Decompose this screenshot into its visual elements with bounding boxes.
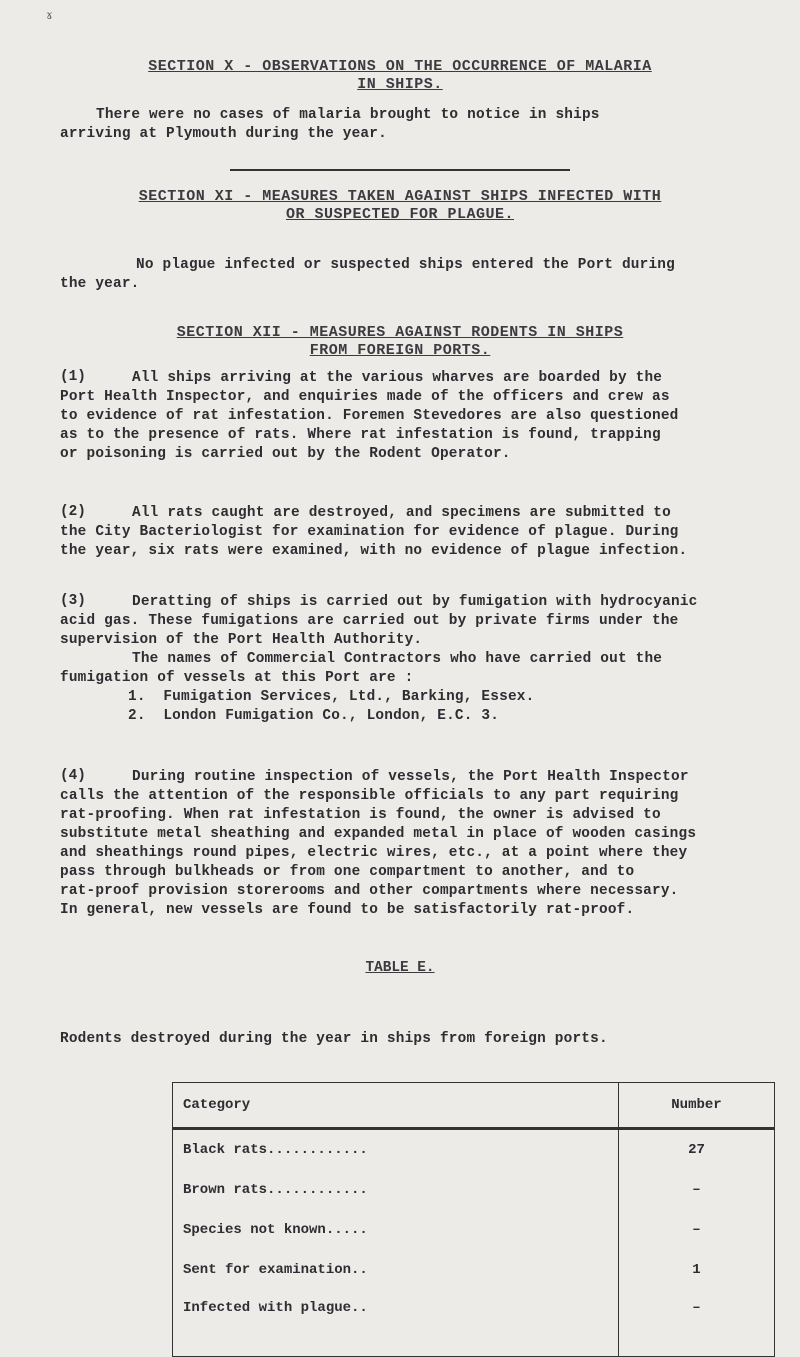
column-header-number: Number	[619, 1083, 775, 1129]
section-xii-title-line2: FROM FOREIGN PORTS.	[309, 342, 491, 359]
section-x-heading	[0, 58, 800, 94]
item-4-line: rat-proof provision storerooms and other compartments where necessary.	[60, 883, 679, 899]
item-3-line: Deratting of ships is carried out by fumigation with hydrocyanic	[132, 594, 698, 610]
section-x-para-line1: There were no cases of malaria brought to notice in ships	[96, 107, 600, 123]
item-2-line: All rats caught are destroyed, and specimens are submitted to	[132, 505, 671, 521]
section-xi-para-line1: No plague infected or suspected ships entered the Port during	[136, 257, 675, 273]
section-divider	[230, 169, 570, 171]
table-row	[173, 1129, 775, 1171]
item-2-number: (2)	[60, 504, 86, 520]
section-x-para-line2: arriving at Plymouth during the year.	[60, 126, 387, 142]
item-4-line: pass through bulkheads or from one compartment to another, and to	[60, 864, 635, 880]
section-xii-heading	[0, 324, 800, 360]
section-x-title-line2: IN SHIPS.	[357, 76, 443, 93]
item-4-line: In general, new vessels are found to be satisfactorily rat-proof.	[60, 902, 635, 918]
row-category: Sent for examination..	[173, 1250, 619, 1290]
item-4-line: rat-proofing. When rat infestation is found, the owner is advised to	[60, 807, 661, 823]
section-xi-title-line2: OR SUSPECTED FOR PLAGUE.	[285, 206, 515, 223]
table-row	[173, 1250, 775, 1290]
item-3-line: fumigation of vessels at this Port are :	[60, 670, 414, 686]
item-3-line: The names of Commercial Contractors who have carried out the	[132, 651, 663, 667]
row-number: –	[619, 1290, 775, 1357]
row-category: Black rats............	[173, 1129, 619, 1171]
item-4-line: and sheathings round pipes, electric wires, etc., at a point where they	[60, 845, 688, 861]
item-1-line: to evidence of rat infestation. Foremen Stevedores are also questioned	[60, 408, 679, 424]
item-2-line: the City Bacteriologist for examination for evidence of plague. During	[60, 524, 679, 540]
section-xii-title-line1: SECTION XII - MEASURES AGAINST RODENTS IN SHIPS	[176, 324, 624, 341]
row-number: 27	[619, 1129, 775, 1171]
item-1-number: (1)	[60, 369, 86, 385]
table-header-row	[173, 1083, 775, 1129]
table-row	[173, 1170, 775, 1210]
item-4-line: calls the attention of the responsible officials to any part requiring	[60, 788, 679, 804]
item-4-line: substitute metal sheathing and expanded metal in place of wooden casings	[60, 826, 697, 842]
section-xi-para-line2: the year.	[60, 276, 140, 292]
item-3-number: (3)	[60, 593, 86, 609]
section-xi-title-line1: SECTION XI - MEASURES TAKEN AGAINST SHIPS INFECTED WITH	[138, 188, 662, 205]
item-1-line: as to the presence of rats. Where rat infestation is found, trapping	[60, 427, 661, 443]
row-category: Brown rats............	[173, 1170, 619, 1210]
item-3-contractor: 1. Fumigation Services, Ltd., Barking, Essex.	[128, 689, 535, 705]
column-header-category: Category	[173, 1083, 619, 1129]
corner-mark: ɤ	[46, 8, 53, 22]
row-number: –	[619, 1210, 775, 1250]
item-1-line: or poisoning is carried out by the Rodent Operator.	[60, 446, 511, 462]
table-row	[173, 1210, 775, 1250]
row-number: 1	[619, 1250, 775, 1290]
rodents-table	[172, 1082, 775, 1357]
section-x-title-line1: SECTION X - OBSERVATIONS ON THE OCCURRENCE OF MALARIA	[148, 58, 652, 75]
row-number: –	[619, 1170, 775, 1210]
item-1-line: All ships arriving at the various wharves are boarded by the	[132, 370, 663, 386]
table-caption: Rodents destroyed during the year in ships from foreign ports.	[60, 1031, 608, 1047]
item-3-line: supervision of the Port Health Authority.	[60, 632, 423, 648]
item-3-contractor: 2. London Fumigation Co., London, E.C. 3.	[128, 708, 500, 724]
table-row	[173, 1290, 775, 1357]
item-4-line: During routine inspection of vessels, the Port Health Inspector	[132, 769, 689, 785]
item-1-line: Port Health Inspector, and enquiries made of the officers and crew as	[60, 389, 670, 405]
table-title: TABLE E.	[365, 960, 435, 976]
item-2-line: the year, six rats were examined, with no evidence of plague infection.	[60, 543, 688, 559]
row-category: Species not known.....	[173, 1210, 619, 1250]
row-category: Infected with plague..	[173, 1290, 619, 1357]
section-xi-heading	[0, 188, 800, 224]
item-3-line: acid gas. These fumigations are carried out by private firms under the	[60, 613, 679, 629]
item-4-number: (4)	[60, 768, 86, 784]
